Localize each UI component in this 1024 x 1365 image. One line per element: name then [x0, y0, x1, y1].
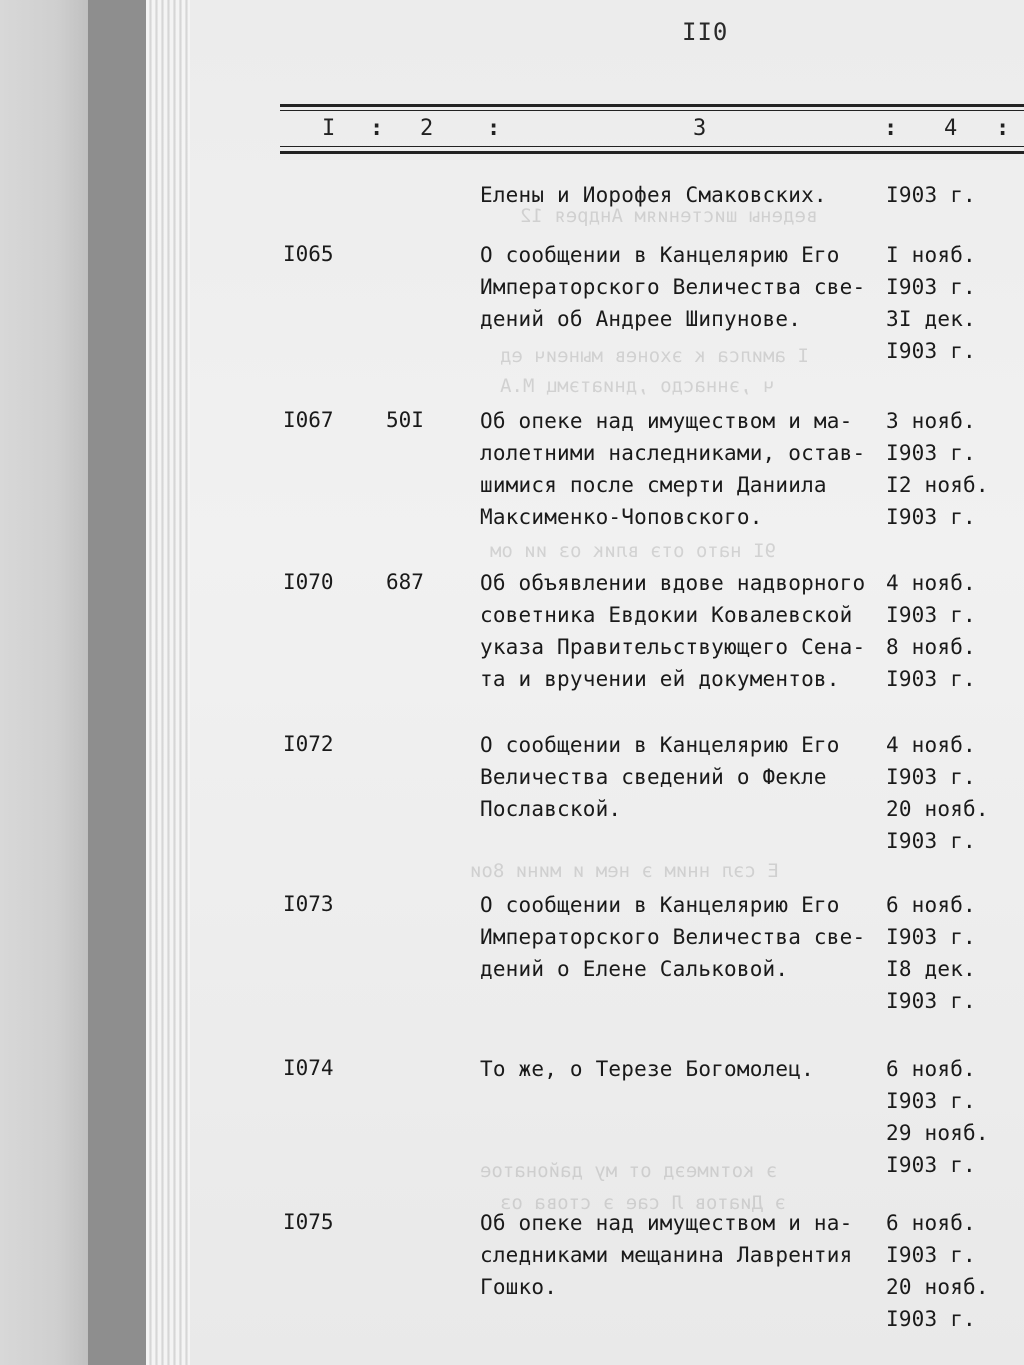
header-rule-top [280, 104, 1024, 107]
entry-date-line: 8 нояб. [886, 635, 976, 659]
entry-number: I072 [283, 732, 334, 756]
entry-description-line: дений об Андрее Шипунове. [480, 307, 802, 331]
entry-description-line: дений о Елене Сальковой. [480, 957, 789, 981]
file-number: 50I [386, 408, 424, 432]
entry-date-line: 3 нояб. [886, 409, 976, 433]
page-edges [146, 0, 196, 1365]
entry-date-line: I2 нояб. [886, 473, 989, 497]
entry-description-line: О сообщении в Канцелярию Его [480, 733, 840, 757]
header-rule-bottom [280, 151, 1024, 154]
entry-date-line: I903 г. [886, 829, 976, 853]
entry-number: I075 [283, 1210, 334, 1234]
entry-date-line: 6 нояб. [886, 1057, 976, 1081]
entry-description-line: советника Евдокии Ковалевской [480, 603, 853, 627]
entry-description-line: Императорского Величества све- [480, 925, 866, 949]
entry-date-line: I903 г. [886, 505, 976, 529]
entry-date-line: 20 нояб. [886, 797, 989, 821]
column-header-4: 4 [944, 116, 958, 141]
entry-date-line: I903 г. [886, 765, 976, 789]
entry-date-line: 20 нояб. [886, 1275, 989, 1299]
entry-date-line: 29 нояб. [886, 1121, 989, 1145]
entry-date-line: I903 г. [886, 1243, 976, 1267]
entry-description-line: Об опеке над имуществом и ма- [480, 409, 853, 433]
entry-date-line: 6 нояб. [886, 1211, 976, 1235]
entry-date-line: I903 г. [886, 989, 976, 1013]
entry-date-line: I903 г. [886, 667, 976, 691]
column-header-1: I [322, 116, 336, 141]
entry-description-line: лолетними наследниками, остав- [480, 441, 866, 465]
entry-description-line: Максименко-Чоповского. [480, 505, 763, 529]
entry-date-line: I903 г. [886, 339, 976, 363]
entry-date-line: I903 г. [886, 275, 976, 299]
column-separator: : [487, 116, 501, 141]
entry-date-line: I903 г. [886, 441, 976, 465]
entry-number: I070 [283, 570, 334, 594]
book-binding [88, 0, 150, 1365]
entry-date-line: I903 г. [886, 1153, 976, 1177]
entry-date-line: I903 г. [886, 183, 976, 207]
entry-description-line: Елены и Иорофея Смаковских. [480, 183, 827, 207]
entry-description-line: Гошко. [480, 1275, 558, 1299]
file-number: 687 [386, 570, 424, 594]
entry-date-line: 4 нояб. [886, 733, 976, 757]
entry-number: I065 [283, 242, 334, 266]
entry-date-line: I903 г. [886, 1307, 976, 1331]
entry-date-line: I нояб. [886, 243, 976, 267]
header-rule-bottom-thin [280, 146, 1024, 147]
entry-description-line: О сообщении в Канцелярию Его [480, 893, 840, 917]
entry-date-line: I8 дек. [886, 957, 976, 981]
entry-date-line: 3I дек. [886, 307, 976, 331]
entry-description-line: указа Правительствующего Сена- [480, 635, 866, 659]
photo-background [0, 0, 95, 1365]
header-rule-top-thin [280, 110, 1024, 111]
entry-description-line: Об опеке над имуществом и на- [480, 1211, 853, 1235]
entry-description-line: Об объявлении вдове надворного [480, 571, 866, 595]
entry-description-line: та и вручении ей документов. [480, 667, 840, 691]
entry-description-line: Величества сведений о Фекле [480, 765, 827, 789]
column-separator: : [370, 116, 384, 141]
entry-description-line: следниками мещанина Лаврентия [480, 1243, 853, 1267]
entry-date-line: 4 нояб. [886, 571, 976, 595]
column-separator: : [884, 116, 898, 141]
column-separator: : [996, 116, 1010, 141]
page-number: II0 [682, 18, 729, 46]
entry-description-line: О сообщении в Канцелярию Его [480, 243, 840, 267]
entry-description-line: То же, о Терезе Богомолец. [480, 1057, 814, 1081]
entry-description-line: Императорского Величества све- [480, 275, 866, 299]
entry-description-line: Пославской. [480, 797, 622, 821]
entry-number: I074 [283, 1056, 334, 1080]
entry-description-line: шимися после смерти Даниила [480, 473, 827, 497]
entry-number: I073 [283, 892, 334, 916]
column-header-2: 2 [420, 116, 434, 141]
entry-number: I067 [283, 408, 334, 432]
entry-date-line: 6 нояб. [886, 893, 976, 917]
column-header-3: 3 [693, 116, 707, 141]
entry-date-line: I903 г. [886, 1089, 976, 1113]
entry-date-line: I903 г. [886, 603, 976, 627]
entry-date-line: I903 г. [886, 925, 976, 949]
